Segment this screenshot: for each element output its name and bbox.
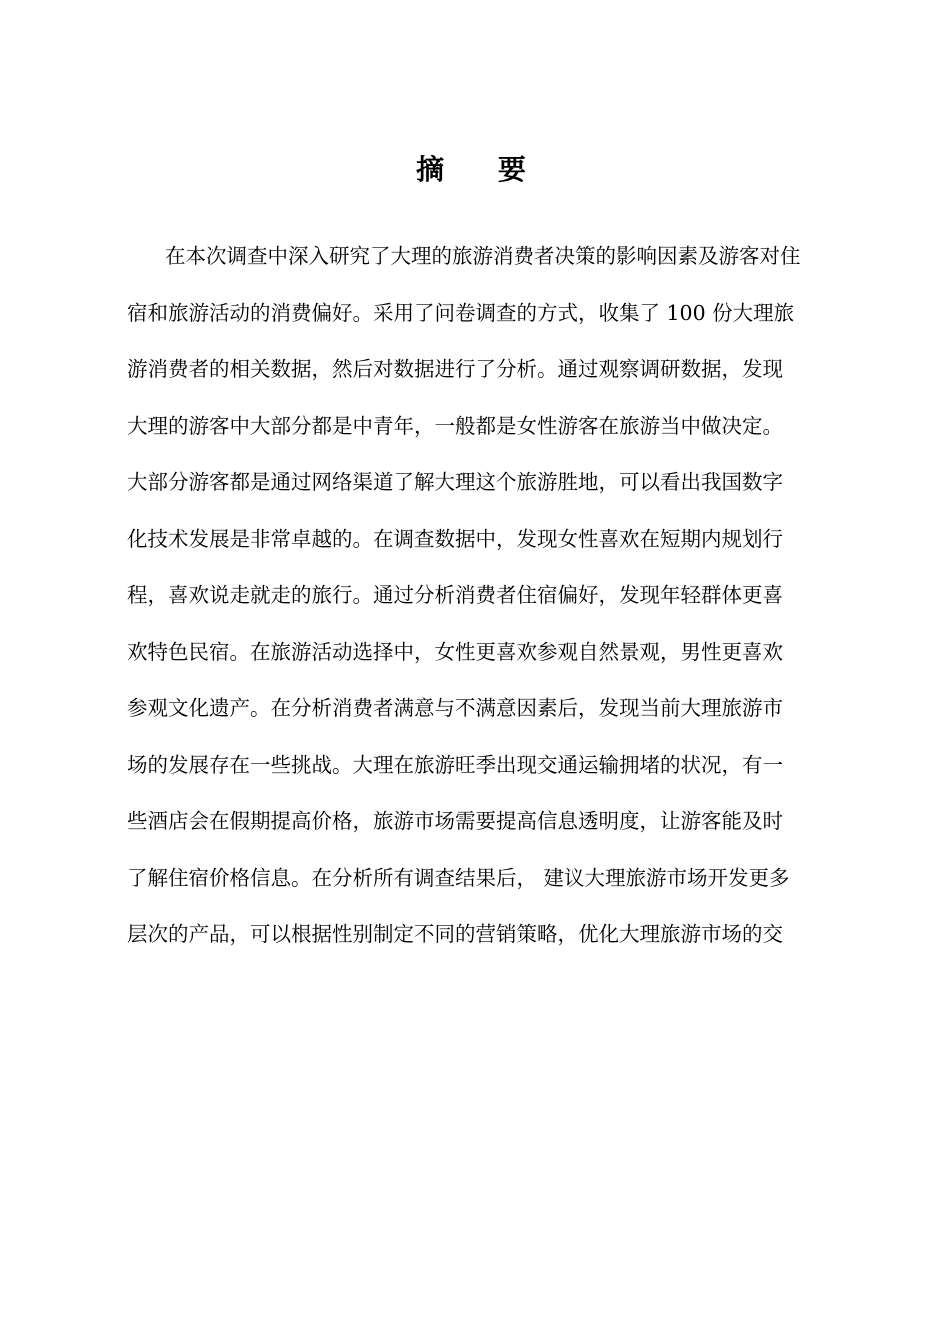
paragraph-line: 欢特色民宿。在旅游活动选择中，女性更喜欢参观自然景观，男性更喜欢 (127, 639, 783, 664)
abstract-paragraph (127, 236, 857, 971)
paragraph-line: 化技术发展是非常卓越的。在调查数据中，发现女性喜欢在短期内规划行 (127, 526, 783, 551)
paragraph-line: 了解住宿价格信息。在分析所有调查结果后， 建议大理旅游市场开发更多 (127, 865, 790, 890)
paragraph-line: 程，喜欢说走就走的旅行。通过分析消费者住宿偏好，发现年轻群体更喜 (127, 583, 783, 607)
paragraph-line: 宿和旅游活动的消费偏好。采用了问卷调查的方式，收集了 100 份大理旅 (127, 300, 795, 325)
page-title: 摘 要 (416, 153, 548, 186)
paragraph-line: 在本次调查中深入研究了大理的旅游消费者决策的影响因素及游客对住 (165, 244, 801, 268)
paragraph-line: 参观文化遗产。在分析消费者满意与不满意因素后，发现当前大理旅游市 (127, 696, 783, 720)
paragraph-line: 大理的游客中大部分都是中青年，一般都是女性游客在旅游当中做决定。 (127, 413, 783, 438)
paragraph-line: 游消费者的相关数据，然后对数据进行了分析。通过观察调研数据，发现 (127, 357, 783, 381)
paragraph-line: 场的发展存在一些挑战。大理在旅游旺季出现交通运输拥堵的状况，有一 (127, 752, 783, 777)
paragraph-line: 大部分游客都是通过网络渠道了解大理这个旅游胜地，可以看出我国数字 (127, 470, 783, 494)
paragraph-line: 些酒店会在假期提高价格，旅游市场需要提高信息透明度，让游客能及时 (127, 809, 783, 833)
paragraph-line: 层次的产品，可以根据性别制定不同的营销策略，优化大理旅游市场的交 (127, 922, 783, 946)
